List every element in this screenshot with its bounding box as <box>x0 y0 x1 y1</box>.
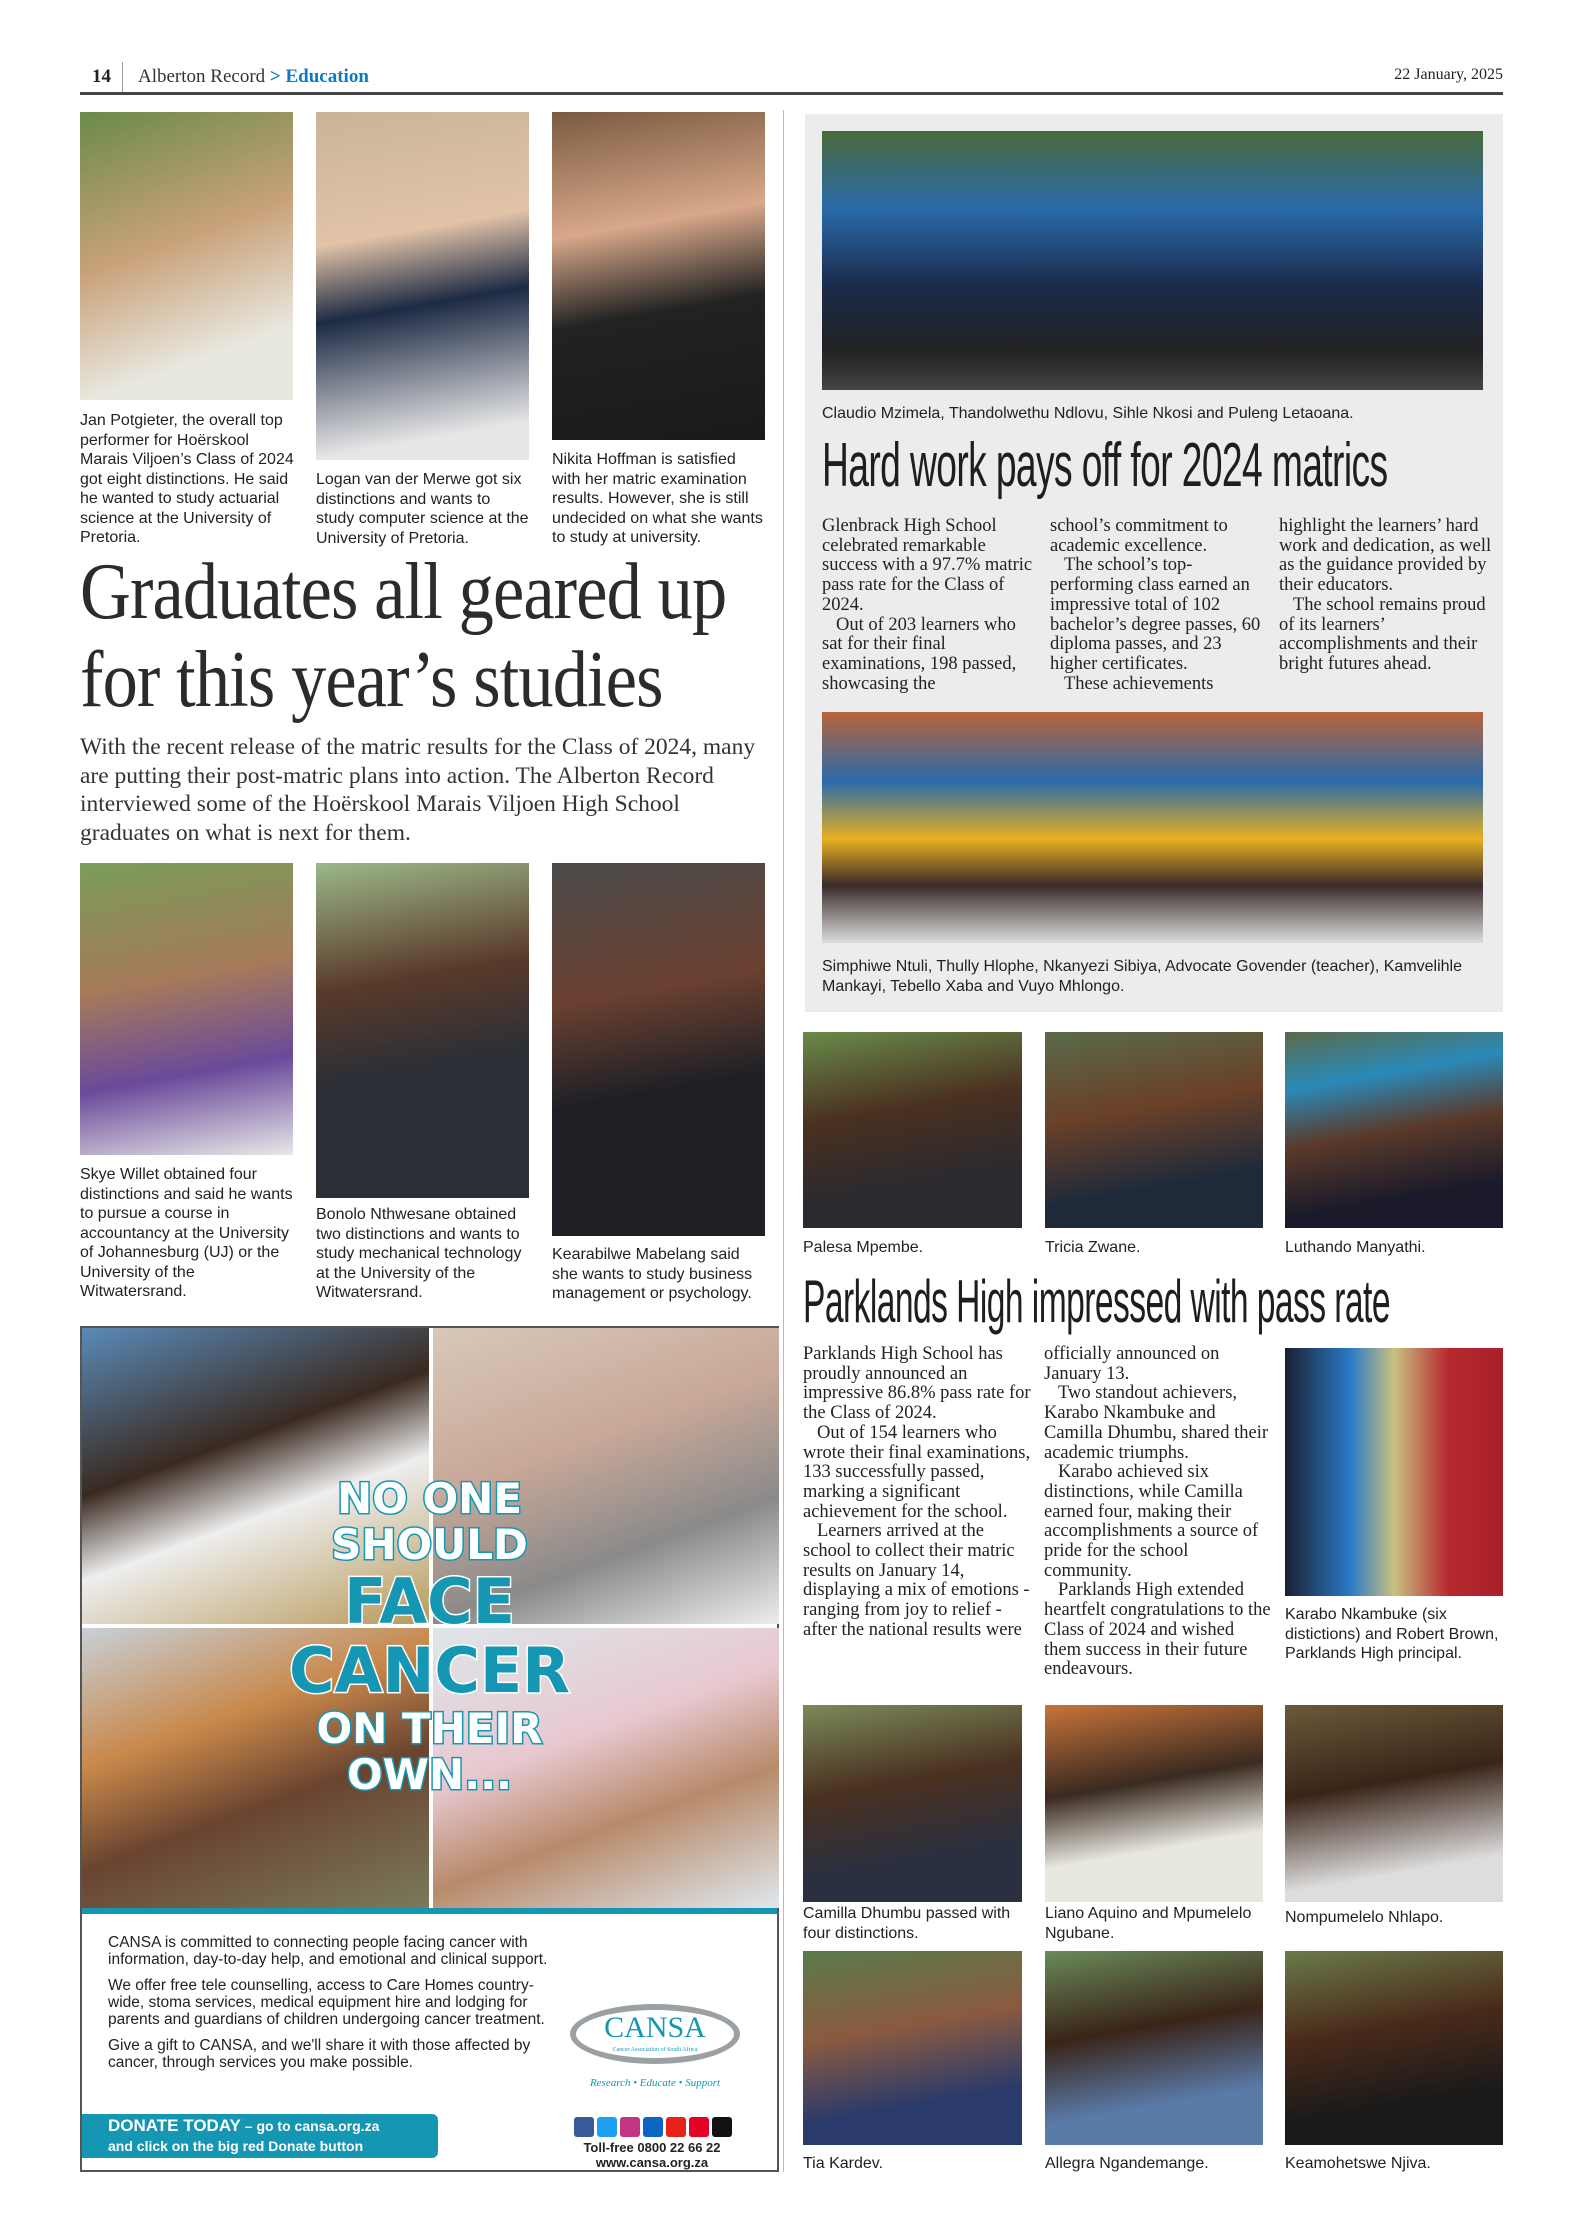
donate-button[interactable]: DONATE TODAY – go to cansa.org.za and click on the big red Donate button <box>82 2114 438 2158</box>
issue-date: 22 January, 2025 <box>1394 66 1503 83</box>
photo-tricia-zwane <box>1045 1032 1263 1228</box>
linkedin-icon[interactable] <box>643 2117 663 2137</box>
photo-tia-kardev <box>803 1951 1022 2145</box>
caption-glenbrack-1: Claudio Mzimela, Thandolwethu Ndlovu, Sihle Nkosi and Puleng Letaoana. <box>822 405 1354 422</box>
photo-nikita-hoffman <box>552 112 765 440</box>
caption-luthando: Luthando Manyathi. <box>1285 1239 1426 1256</box>
photo-liano-and-mpumelelo <box>1045 1705 1263 1902</box>
headline-parklands: Parklands High impressed with pass rate <box>803 1268 1390 1335</box>
breadcrumb <box>138 66 369 88</box>
caption-glenbrack-2: Simphiwe Ntuli, Thully Hlophe, Nkanyezi Sibiya, Advocate Govender (teacher), Kamvelihle Mankayi, Tebello Xaba and Vuyo Mhlongo. <box>822 958 1463 995</box>
ad-accent-bar <box>82 1908 777 1914</box>
ad-website[interactable]: www.cansa.org.za <box>595 2155 709 2170</box>
caption-logan: Logan van der Merwe got six distinctions and wants to study computer science at the University of Pretoria. <box>316 471 529 547</box>
photo-jan-potgieter <box>80 112 293 400</box>
ad-text-1: CANSA is committed to connecting people facing cancer with information, day-to-day help, and emotional and clinical support. <box>108 1934 548 1968</box>
ad-text-2: We offer free tele counselling, access to Care Homes country-wide, stoma services, medical equipment hire and lodging for parents and guardians of children undergoing cancer treatment. <box>108 1977 545 2028</box>
caption-tricia: Tricia Zwane. <box>1045 1239 1141 1256</box>
caption-skye: Skye Willet obtained four distinctions and said he wants to pursue a course in accountancy at the University of Johannesburg (UJ) or the University of the Witwatersrand. <box>80 1166 293 1300</box>
parklands-col-2: officially announced on January 13. Two standout achievers, Karabo Nkambuke and Camilla Dhumbu, shared their academic triumphs. Karabo achieved six distinctions, while Camilla earned four, making their accomplishments a source of pride for the school community. Parklands High extended heartfelt congratulations to the Class of 2024 and wished them success in their future endeavours. <box>1044 1344 1271 1680</box>
header-rule <box>80 92 1503 95</box>
photo-allegra-ngandemange <box>1045 1951 1263 2145</box>
caption-camilla: Camilla Dhumbu passed with four distinctions. <box>803 1905 1011 1942</box>
social-icons <box>574 2117 732 2137</box>
glenbrack-col-3: highlight the learners’ hard work and dedication, as well as the guidance provided by their educators. The school remains proud of its learners’ accomplishments and their bright futures ahead. <box>1279 516 1492 674</box>
cansa-logo: CANSA Cancer Association of South Africa <box>570 2004 740 2064</box>
caption-jan-potgieter: Jan Potgieter, the overall top performer for Hoërskool Marais Viljoen’s Class of 2024 got eight distinctions. He said he wanted to study actuarial science at the University of Pretoria. <box>80 412 294 546</box>
ad-text-3: Give a gift to CANSA, and we'll share it with those affected by cancer, through services you make possible. <box>108 2037 531 2071</box>
publication-name: Alberton Record <box>138 66 266 87</box>
photo-camilla-dhumbu <box>803 1705 1022 1902</box>
page-number: 14 <box>92 66 111 87</box>
photo-karabo-and-principal <box>1285 1348 1503 1596</box>
photo-bonolo-nthwesane <box>316 863 529 1198</box>
headline-graduates: Graduates all geared up for this year’s studies <box>80 548 727 724</box>
glenbrack-col-2: school’s commitment to academic excellence. The school’s top-performing class earned an impressive total of 102 bachelor’s degree passes, 60 diploma passes, and 23 higher certificates. These achievements <box>1050 516 1261 694</box>
caption-allegra: Allegra Ngandemange. <box>1045 2155 1209 2172</box>
breadcrumb-separator: > <box>269 66 281 87</box>
cansa-advert[interactable]: NO ONE SHOULD FACE CANCER ON THEIR OWN... CANSA is committed to connecting people facing cancer with information, day-to-day help, and emotional and clinical support. We offer free tele counselling, access to Care Homes country-wide, stoma services, medical equipment hire and lodging for parents and guardians of children undergoing cancer treatment. Give a gift to CANSA, and we'll share it with those affected by cancer, through services you make possible. DONATE TODAY – go to cansa.org.za and click on the big red Donate button CANSA Cancer Association of South Africa Research • Educate • Support Toll-free 0800 22 66 22 www.cansa.org.za <box>80 1326 779 2172</box>
photo-skye-willet <box>80 863 293 1155</box>
facebook-icon[interactable] <box>574 2117 594 2137</box>
caption-karabo: Karabo Nkambuke (six distictions) and Robert Brown, Parklands High principal. <box>1285 1606 1499 1662</box>
tiktok-icon[interactable] <box>712 2117 732 2137</box>
header-divider <box>122 62 123 94</box>
pinterest-icon[interactable] <box>689 2117 709 2137</box>
photo-luthando-manyathi <box>1285 1032 1503 1228</box>
intro-paragraph: With the recent release of the matric results for the Class of 2024, many are putting their post-matric plans into action. The Alberton Record interviewed some of the Hoërskool Marais Viljoen High School graduates on what is next for them. <box>80 734 756 846</box>
instagram-icon[interactable] <box>620 2117 640 2137</box>
photo-keamohetswe-njiva <box>1285 1951 1503 2145</box>
photo-glenbrack-group-2 <box>822 712 1483 943</box>
page-header <box>80 66 1503 94</box>
photo-glenbrack-group-1 <box>822 131 1483 390</box>
glenbrack-col-1: Glenbrack High School celebrated remarkable success with a 97.7% matric pass rate for the Class of 2024. Out of 203 learners who sat for their final examinations, 198 passed, showcasing the <box>822 516 1033 694</box>
column-divider <box>783 110 784 2172</box>
caption-bonolo: Bonolo Nthwesane obtained two distinctions and wants to study mechanical technology at the University of the Witwatersrand. <box>316 1206 522 1301</box>
parklands-col-1: Parklands High School has proudly announced an impressive 86.8% pass rate for the Class of 2024. Out of 154 learners who wrote their final examinations, 133 successfully passed, marking a significant achievement for the school. Learners arrived at the school to collect their matric results on January 14, displaying a mix of emotions - ranging from joy to relief - after the national results were <box>803 1344 1031 1640</box>
caption-nompumelelo: Nompumelelo Nhlapo. <box>1285 1909 1444 1926</box>
caption-kearabilwe: Kearabilwe Mabelang said she wants to study business management or psychology. <box>552 1246 753 1302</box>
caption-liano: Liano Aquino and Mpumelelo Ngubane. <box>1045 1905 1252 1942</box>
photo-palesa-mpembe <box>803 1032 1022 1228</box>
youtube-icon[interactable] <box>666 2117 686 2137</box>
caption-tia: Tia Kardev. <box>803 2155 884 2172</box>
photo-logan-van-der-merwe <box>316 112 529 460</box>
twitter-icon[interactable] <box>597 2117 617 2137</box>
ad-contact: Toll-free 0800 22 66 22 www.cansa.org.za <box>552 2140 752 2170</box>
headline-glenbrack: Hard work pays off for 2024 matrics <box>822 431 1388 500</box>
cansa-tagline: Research • Educate • Support <box>589 2077 721 2089</box>
photo-nompumelelo-nhlapo <box>1285 1705 1503 1902</box>
caption-palesa: Palesa Mpembe. <box>803 1239 924 1256</box>
ad-body-text <box>108 1934 548 2080</box>
photo-kearabilwe-mabelang <box>552 863 765 1236</box>
section-link[interactable]: Education <box>285 66 369 87</box>
caption-nikita: Nikita Hoffman is satisfied with her matric examination results. However, she is still undecided on what she wants to study at university. <box>552 451 763 546</box>
caption-keamohetswe: Keamohetswe Njiva. <box>1285 2155 1431 2172</box>
